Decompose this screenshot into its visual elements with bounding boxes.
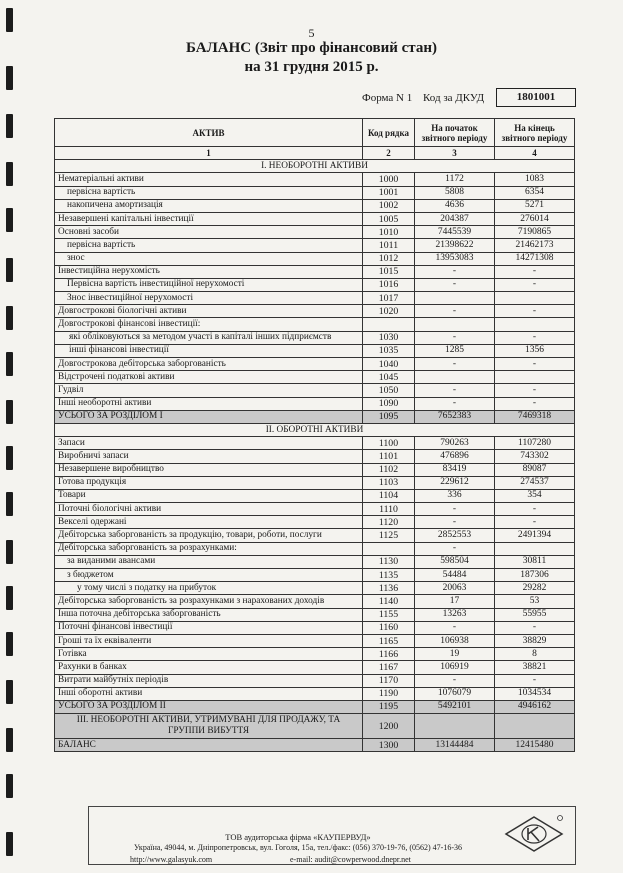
row-label: Гроші та їх еквіваленти (55, 634, 363, 647)
table-row (55, 714, 575, 739)
table-row (55, 621, 575, 634)
row-start-value: - (415, 384, 495, 397)
row-label: Готівка (55, 648, 363, 661)
row-end-value: 276014 (495, 212, 575, 225)
row-end-value: 1107280 (495, 437, 575, 450)
row-start-value: 106919 (415, 661, 495, 674)
row-start-value: 17 (415, 595, 495, 608)
row-end-value: 14271308 (495, 252, 575, 265)
table-row (55, 450, 575, 463)
row-start-value: 83419 (415, 463, 495, 476)
table-row (55, 542, 575, 555)
row-code: 1016 (363, 278, 415, 291)
table-row (55, 423, 575, 436)
row-start-value: 204387 (415, 212, 495, 225)
row-end-value: 38821 (495, 661, 575, 674)
binder-hole (6, 258, 13, 282)
header-code: Код рядка (363, 119, 415, 147)
row-end-value: 12415480 (495, 739, 575, 752)
binder-hole (6, 832, 13, 856)
row-label: Нематеріальні активи (55, 173, 363, 186)
row-label: Поточні фінансові інвестиції (55, 621, 363, 634)
balance-table (54, 118, 575, 752)
row-start-value: 5492101 (415, 700, 495, 713)
row-end-value: 53 (495, 595, 575, 608)
row-end-value: 89087 (495, 463, 575, 476)
row-code: 1155 (363, 608, 415, 621)
row-label: УСЬОГО ЗА РОЗДІЛОМ I (55, 410, 363, 423)
table-row (55, 437, 575, 450)
row-code: 1050 (363, 384, 415, 397)
row-start-value (415, 714, 495, 739)
balance-rows (55, 160, 575, 752)
row-label: первісна вартість (55, 186, 363, 199)
row-end-value: 5271 (495, 199, 575, 212)
row-code: 1200 (363, 714, 415, 739)
row-code: 1010 (363, 226, 415, 239)
row-start-value: 7652383 (415, 410, 495, 423)
row-code: 1170 (363, 674, 415, 687)
table-row (55, 292, 575, 305)
row-label: III. НЕОБОРОТНІ АКТИВИ, УТРИМУВАНІ ДЛЯ ПРОДАЖУ, ТА ГРУППИ ВИБУТТЯ (55, 714, 363, 739)
table-row (55, 318, 575, 331)
dkud-code-box: 1801001 (496, 88, 576, 107)
row-start-value: - (415, 358, 495, 371)
row-label: Рахунки в банках (55, 661, 363, 674)
row-label: Інші необоротні активи (55, 397, 363, 410)
table-row (55, 331, 575, 344)
row-end-value: 7190865 (495, 226, 575, 239)
table-row (55, 397, 575, 410)
row-label: за виданими авансами (55, 555, 363, 568)
row-start-value: 21398622 (415, 239, 495, 252)
row-start-value: - (415, 305, 495, 318)
binder-hole (6, 446, 13, 470)
binder-hole (6, 492, 13, 516)
row-code: 1135 (363, 569, 415, 582)
row-start-value: 1076079 (415, 687, 495, 700)
row-end-value: 187306 (495, 569, 575, 582)
row-code: 1015 (363, 265, 415, 278)
row-end-value: - (495, 278, 575, 291)
row-code: 1110 (363, 503, 415, 516)
row-label: знос (55, 252, 363, 265)
binder-hole (6, 400, 13, 424)
row-code: 1101 (363, 450, 415, 463)
row-start-value: - (415, 278, 495, 291)
header-num-4: 4 (495, 147, 575, 160)
row-start-value: - (415, 621, 495, 634)
table-row (55, 384, 575, 397)
row-label: Довгострокові фінансові інвестиції: (55, 318, 363, 331)
row-start-value: 19 (415, 648, 495, 661)
row-code: 1030 (363, 331, 415, 344)
table-row (55, 608, 575, 621)
row-end-value: 4946162 (495, 700, 575, 713)
row-code: 1103 (363, 476, 415, 489)
table-row (55, 648, 575, 661)
section-heading: I. НЕОБОРОТНІ АКТИВИ (55, 160, 575, 173)
row-start-value: 229612 (415, 476, 495, 489)
row-label: Витрати майбутніх періодів (55, 674, 363, 687)
header-active: АКТИВ (55, 119, 363, 147)
row-code: 1095 (363, 410, 415, 423)
row-label: Векселі одержані (55, 516, 363, 529)
row-label: у тому числі з податку на прибуток (55, 582, 363, 595)
header-num-2: 2 (363, 147, 415, 160)
table-row (55, 226, 575, 239)
row-end-value: 7469318 (495, 410, 575, 423)
row-end-value (495, 714, 575, 739)
row-start-value: 20063 (415, 582, 495, 595)
row-end-value (495, 542, 575, 555)
document-date: на 31 грудня 2015 р. (244, 59, 379, 75)
row-end-value: 743302 (495, 450, 575, 463)
table-row (55, 344, 575, 357)
row-label: Дебіторська заборгованість за продукцію, товари, роботи, послуги (55, 529, 363, 542)
row-label: Поточні біологічні активи (55, 503, 363, 516)
row-start-value: - (415, 516, 495, 529)
row-code: 1020 (363, 305, 415, 318)
row-end-value: - (495, 621, 575, 634)
footer-website: http://www.galasyuk.com (130, 855, 213, 864)
row-end-value: 55955 (495, 608, 575, 621)
header-end: На кінець звітного періоду (495, 119, 575, 147)
table-row (55, 674, 575, 687)
footer-email: e-mail: audit@cowperwood.dnepr.net (290, 855, 411, 864)
row-label: БАЛАНС (55, 739, 363, 752)
row-start-value (415, 371, 495, 384)
row-code: 1040 (363, 358, 415, 371)
row-code: 1017 (363, 292, 415, 305)
table-row (55, 569, 575, 582)
row-end-value: 354 (495, 489, 575, 502)
row-label: Знос інвестиційної нерухомості (55, 292, 363, 305)
row-label: Виробничі запаси (55, 450, 363, 463)
row-start-value: 336 (415, 489, 495, 502)
row-start-value: 13263 (415, 608, 495, 621)
row-start-value: 1172 (415, 173, 495, 186)
row-start-value: - (415, 503, 495, 516)
row-start-value: 790263 (415, 437, 495, 450)
table-row (55, 358, 575, 371)
row-code: 1195 (363, 700, 415, 713)
dkud-label: Код за ДКУД (423, 92, 485, 104)
row-label: з бюджетом (55, 569, 363, 582)
table-row (55, 410, 575, 423)
row-label: Відстрочені податкові активи (55, 371, 363, 384)
table-row (55, 489, 575, 502)
row-end-value: 1356 (495, 344, 575, 357)
row-code: 1002 (363, 199, 415, 212)
binder-hole (6, 540, 13, 564)
row-code: 1190 (363, 687, 415, 700)
table-row (55, 186, 575, 199)
row-label: Дебіторська заборгованість за розрахунками: (55, 542, 363, 555)
form-label: Форма N 1 (362, 92, 413, 104)
row-code: 1166 (363, 648, 415, 661)
row-code: 1000 (363, 173, 415, 186)
row-code: 1035 (363, 344, 415, 357)
row-code: 1104 (363, 489, 415, 502)
table-row (55, 160, 575, 173)
row-end-value (495, 371, 575, 384)
row-end-value (495, 318, 575, 331)
binder-hole (6, 680, 13, 704)
footer-address: Україна, 49044, м. Дніпропетровськ, вул. Гоголя, 15а, тел./факс: (056) 370-19-76, (0562) 47-16-36 (133, 843, 463, 852)
row-end-value: - (495, 384, 575, 397)
row-start-value: - (415, 674, 495, 687)
row-end-value: - (495, 305, 575, 318)
row-label: Інші оборотні активи (55, 687, 363, 700)
row-end-value: 1083 (495, 173, 575, 186)
footer-firm: ТОВ аудиторська фірма «КАУПЕРВУД» (225, 832, 371, 842)
header-num-3: 3 (415, 147, 495, 160)
row-code (363, 318, 415, 331)
form-line (362, 92, 492, 104)
row-end-value: 38829 (495, 634, 575, 647)
row-code: 1102 (363, 463, 415, 476)
header-num-1: 1 (55, 147, 363, 160)
row-start-value (415, 292, 495, 305)
row-label: Гудвіл (55, 384, 363, 397)
row-code: 1130 (363, 555, 415, 568)
row-code: 1167 (363, 661, 415, 674)
row-start-value: 54484 (415, 569, 495, 582)
binder-hole (6, 632, 13, 656)
row-label: Інвестиційна нерухомість (55, 265, 363, 278)
row-start-value: 13144484 (415, 739, 495, 752)
binder-holes (0, 0, 20, 873)
row-label: Довгострокові біологічні активи (55, 305, 363, 318)
row-label: УСЬОГО ЗА РОЗДІЛОМ II (55, 700, 363, 713)
row-label: Запаси (55, 437, 363, 450)
row-label: Основні засоби (55, 226, 363, 239)
row-code: 1300 (363, 739, 415, 752)
row-end-value: 6354 (495, 186, 575, 199)
row-code: 1090 (363, 397, 415, 410)
row-start-value: 598504 (415, 555, 495, 568)
row-start-value: 4636 (415, 199, 495, 212)
binder-hole (6, 774, 13, 798)
row-end-value: - (495, 397, 575, 410)
table-row (55, 476, 575, 489)
table-row (55, 739, 575, 752)
row-end-value: - (495, 516, 575, 529)
binder-hole (6, 728, 13, 752)
row-code: 1140 (363, 595, 415, 608)
row-end-value: - (495, 331, 575, 344)
row-code: 1005 (363, 212, 415, 225)
binder-hole (6, 162, 13, 186)
table-row (55, 700, 575, 713)
row-end-value: 274537 (495, 476, 575, 489)
row-code: 1165 (363, 634, 415, 647)
row-start-value: 1285 (415, 344, 495, 357)
row-code: 1045 (363, 371, 415, 384)
table-row (55, 199, 575, 212)
table-row (55, 278, 575, 291)
table-row (55, 529, 575, 542)
row-start-value: - (415, 265, 495, 278)
row-end-value: - (495, 503, 575, 516)
binder-hole (6, 114, 13, 138)
row-label: Інша поточна дебіторська заборгованість (55, 608, 363, 621)
row-code (363, 542, 415, 555)
row-end-value: 1034534 (495, 687, 575, 700)
row-start-value: 5808 (415, 186, 495, 199)
row-end-value: - (495, 358, 575, 371)
table-row (55, 371, 575, 384)
table-row (55, 687, 575, 700)
section-heading: II. ОБОРОТНІ АКТИВИ (55, 423, 575, 436)
row-code: 1125 (363, 529, 415, 542)
row-end-value: - (495, 265, 575, 278)
table-row (55, 239, 575, 252)
row-label: які обліковуються за методом участі в капіталі інших підприємств (55, 331, 363, 344)
row-label: накопичена амортизація (55, 199, 363, 212)
row-start-value: 476896 (415, 450, 495, 463)
document-title: БАЛАНС (Звіт про фінансовий стан) (186, 40, 437, 56)
table-row (55, 265, 575, 278)
row-code: 1160 (363, 621, 415, 634)
row-code: 1001 (363, 186, 415, 199)
row-end-value: 8 (495, 648, 575, 661)
row-label: Незавершене виробництво (55, 463, 363, 476)
row-start-value: 106938 (415, 634, 495, 647)
table-row (55, 503, 575, 516)
row-end-value: - (495, 674, 575, 687)
row-start-value: - (415, 397, 495, 410)
row-label: Товари (55, 489, 363, 502)
row-code: 1011 (363, 239, 415, 252)
table-row (55, 661, 575, 674)
row-start-value: - (415, 331, 495, 344)
binder-hole (6, 306, 13, 330)
header-start: На початок звітного періоду (415, 119, 495, 147)
row-label: Довгострокова дебіторська заборгованість (55, 358, 363, 371)
row-end-value: 2491394 (495, 529, 575, 542)
row-label: інші фінансові інвестиції (55, 344, 363, 357)
row-start-value: - (415, 542, 495, 555)
table-row (55, 173, 575, 186)
table-row (55, 555, 575, 568)
row-label: Дебіторська заборгованість за розрахунками з нарахованих доходів (55, 595, 363, 608)
table-row (55, 463, 575, 476)
binder-hole (6, 352, 13, 376)
row-start-value: 7445539 (415, 226, 495, 239)
row-label: Первісна вартість інвестиційної нерухомості (55, 278, 363, 291)
binder-hole (6, 586, 13, 610)
table-row (55, 634, 575, 647)
table-row (55, 595, 575, 608)
table-row (55, 252, 575, 265)
row-end-value (495, 292, 575, 305)
row-end-value: 29282 (495, 582, 575, 595)
table-row (55, 516, 575, 529)
row-label: Незавершені капітальні інвестиції (55, 212, 363, 225)
binder-hole (6, 208, 13, 232)
row-end-value: 21462173 (495, 239, 575, 252)
row-start-value: 2852553 (415, 529, 495, 542)
table-row (55, 305, 575, 318)
row-label: первісна вартість (55, 239, 363, 252)
table-row (55, 212, 575, 225)
row-code: 1136 (363, 582, 415, 595)
row-start-value (415, 318, 495, 331)
row-code: 1012 (363, 252, 415, 265)
firm-logo-icon (502, 813, 566, 855)
table-row (55, 582, 575, 595)
row-end-value: 30811 (495, 555, 575, 568)
row-code: 1120 (363, 516, 415, 529)
row-code: 1100 (363, 437, 415, 450)
row-label: Готова продукція (55, 476, 363, 489)
page-number: 5 (308, 26, 315, 40)
row-start-value: 13953083 (415, 252, 495, 265)
